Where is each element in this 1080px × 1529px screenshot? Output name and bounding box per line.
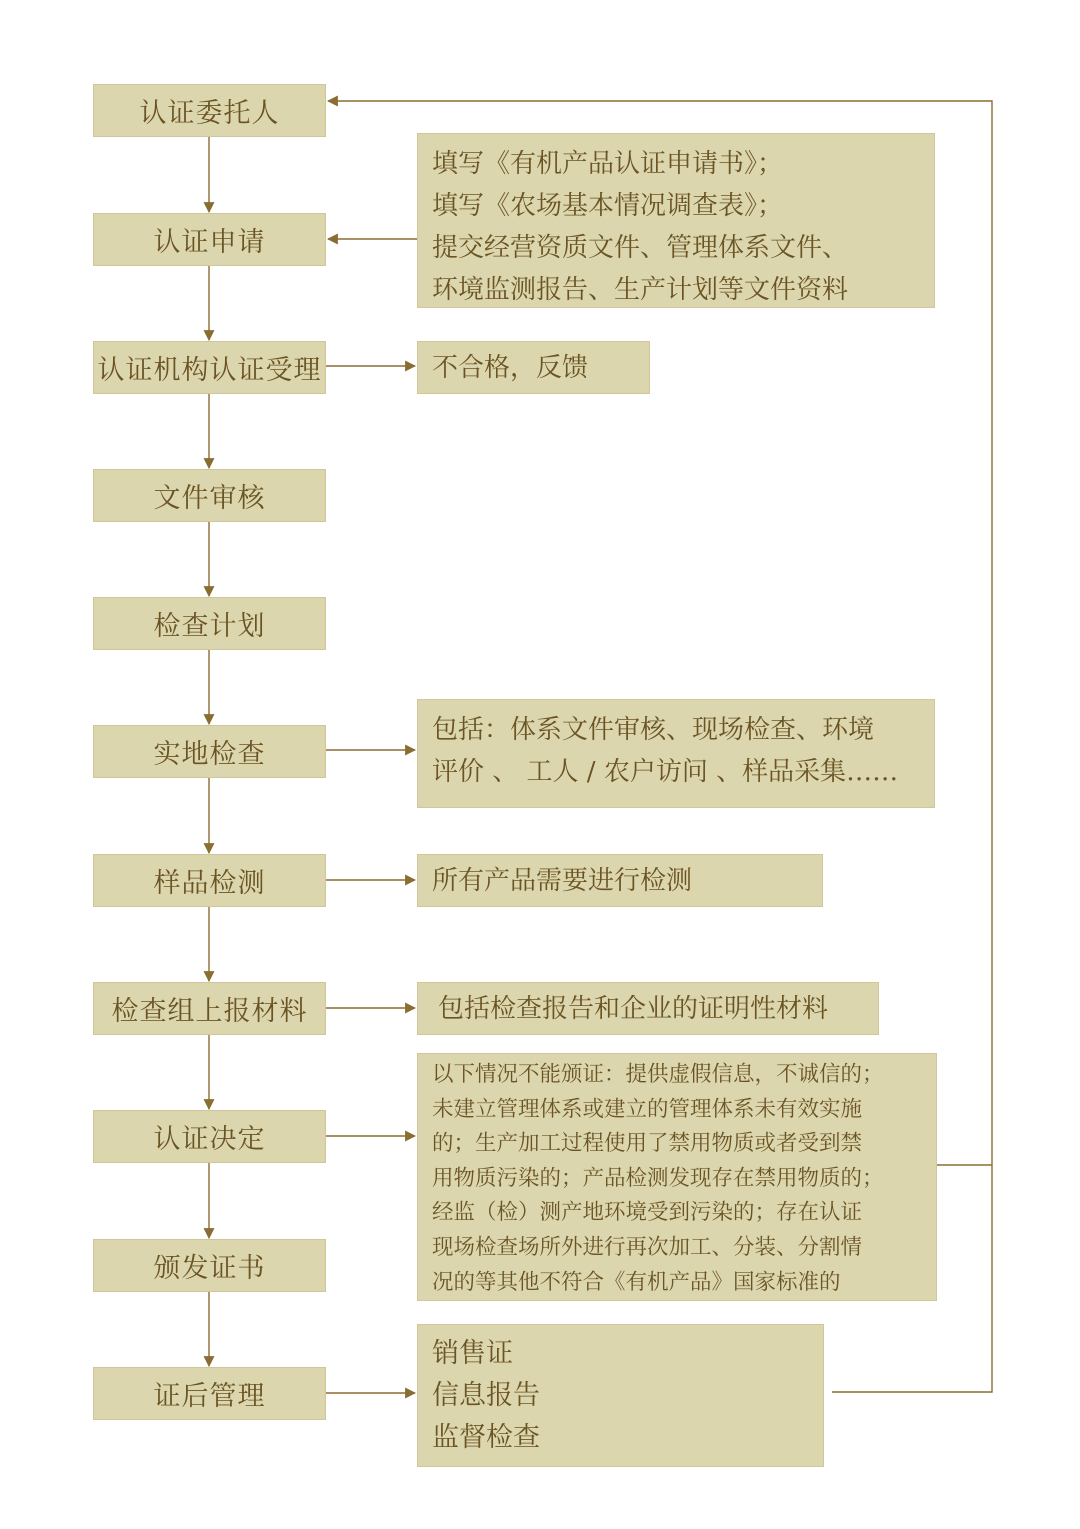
note-line: 监督检查 (432, 1422, 540, 1453)
step-certification-decision (93, 1110, 326, 1163)
step-onsite-inspection (93, 725, 326, 778)
note-line: 未建立管理体系或建立的管理体系未有效实施 (432, 1096, 863, 1122)
note-sample-testing (417, 854, 823, 907)
step-document-review (93, 469, 326, 522)
note-line: 包括检查报告和企业的证明性材料 (438, 993, 829, 1024)
step-label: 检查组上报材料 (111, 996, 308, 1027)
step-post-certification (93, 1367, 326, 1420)
note-line: 填写《农场基本情况调查表》； (432, 191, 784, 221)
note-line: 提交经营资质文件、管理体系文件、 (432, 233, 849, 263)
step-sample-testing (93, 854, 326, 907)
step-certification-client (93, 84, 326, 137)
note-acceptance-feedback (417, 341, 650, 394)
note-line: 况的等其他不符合《有机产品》国家标准的 (432, 1269, 841, 1295)
note-line: 环境监测报告、生产计划等文件资料 (432, 275, 849, 305)
note-line: 不合格，反馈 (432, 352, 589, 383)
step-application-acceptance (93, 341, 326, 394)
note-line: 的；生产加工过程使用了禁用物质或者受到禁 (432, 1131, 863, 1157)
step-certification-application (93, 213, 326, 266)
step-label: 颁发证书 (153, 1253, 266, 1284)
step-label: 认证委托人 (139, 98, 280, 129)
step-label: 实地检查 (153, 739, 266, 770)
step-label: 检查计划 (153, 611, 266, 642)
step-issue-certificate (93, 1239, 326, 1292)
step-label: 文件审核 (153, 483, 266, 514)
note-line: 所有产品需要进行检测 (432, 865, 693, 896)
note-line: 用物质污染的；产品检测发现存在禁用物质的； (432, 1165, 884, 1191)
note-line: 现场检查场所外进行再次加工、分装、分割情 (432, 1234, 863, 1260)
step-label: 样品检测 (153, 868, 266, 899)
note-no-certification-conditions (417, 1053, 937, 1301)
step-inspection-plan (93, 597, 326, 650)
note-line: 包括：体系文件审核、现场检查、环境 (432, 715, 875, 745)
note-line: 经监（检）测产地环境受到污染的；存在认证 (432, 1200, 863, 1226)
note-line: 信息报告 (432, 1380, 540, 1411)
note-report-materials (417, 982, 879, 1035)
note-post-certification (417, 1324, 824, 1467)
step-label: 认证机构认证受理 (97, 355, 322, 386)
step-label: 认证申请 (153, 227, 266, 258)
note-line: 以下情况不能颁证：提供虚假信息，不诚信的； (432, 1062, 884, 1087)
note-line: 销售证 (432, 1338, 513, 1369)
step-label: 认证决定 (153, 1124, 266, 1155)
note-line: 填写《有机产品认证申请书》； (432, 149, 784, 179)
note-line: 评价 、 工人 / 农户访问 、样品采集…… (432, 757, 899, 787)
step-label: 证后管理 (153, 1381, 266, 1412)
step-report-materials (93, 982, 326, 1035)
note-application-materials (417, 133, 935, 308)
note-onsite-inspection-scope (417, 699, 935, 808)
